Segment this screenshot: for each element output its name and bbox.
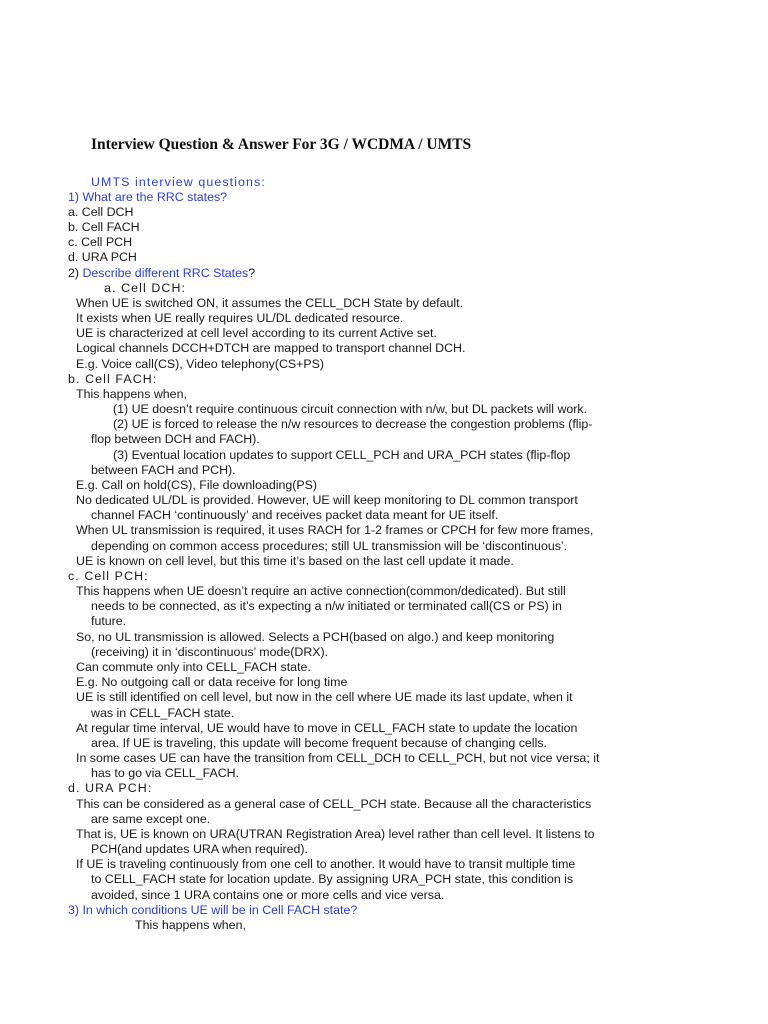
question-highlight: Describe different RRC States: [82, 265, 249, 280]
text-line: future.: [91, 614, 127, 629]
text-line: are same except one.: [91, 811, 211, 826]
text-line: a. Cell DCH: [68, 204, 134, 219]
text-line: In some cases UE can have the transition from CELL_DCH to CELL_PCH, but not vice versa; it: [76, 751, 600, 765]
text-line: (2) UE is forced to release the n/w resources to decrease the congestion problems (flip-: [113, 417, 593, 432]
text-line: No dedicated UL/DL is provided. However, UE will keep monitoring to DL common transport: [76, 493, 578, 508]
text-line: has to go via CELL_FACH.: [91, 766, 240, 781]
text-line: So, no UL transmission is allowed. Selects a PCH(based on algo.) and keep monitoring: [76, 629, 555, 644]
text-line: At regular time interval, UE would have to move in CELL_FACH state to update the location: [76, 720, 578, 735]
text-line: avoided, since 1 URA contains one or more cells and vice versa.: [91, 887, 445, 902]
text-line: UMTS interview questions:: [91, 174, 266, 189]
text-line: (receiving) it in ‘discontinuous’ mode(DRX).: [91, 644, 329, 659]
text-line: When UE is switched ON, it assumes the CELL_DCH State by default.: [76, 295, 464, 310]
text-line: b. Cell FACH:: [68, 371, 158, 386]
text-line: c. Cell PCH: [68, 235, 133, 250]
text-line: Can commute only into CELL_FACH state.: [76, 659, 311, 674]
line-suffix: ?: [248, 265, 256, 280]
text-line: area. If UE is traveling, this update will become frequent because of changing cells.: [91, 735, 547, 750]
text-line: PCH(and updates URA when required).: [91, 842, 308, 856]
text-line: UE is known on cell level, but this time it’s based on the last cell update it made.: [76, 553, 514, 568]
text-line: When UL transmission is required, it uses RACH for 1-2 frames or CPCH for few more frames,: [76, 523, 594, 538]
text-line: 3) In which conditions UE will be in Cell FACH state?: [68, 902, 358, 917]
text-line: d. URA PCH:: [68, 781, 153, 796]
text-line: That is, UE is known on URA(UTRAN Registration Area) level rather than cell level. It listens to: [76, 826, 595, 841]
text-line: to CELL_FACH state for location update. By assigning URA_PCH state, this condition is: [91, 872, 574, 887]
text-line: This happens when,: [76, 386, 187, 401]
text-line: was in CELL_FACH state.: [91, 705, 235, 720]
text-line: depending on common access procedures; still UL transmission will be ‘discontinuous’.: [91, 538, 568, 553]
text-line: b. Cell FACH: [68, 220, 140, 234]
text-line: (3) Eventual location updates to support CELL_PCH and URA_PCH states (flip-flop: [113, 447, 571, 462]
page-title: Interview Question & Answer For 3G / WCDMA / UMTS: [91, 136, 472, 153]
text-line: UE is still identified on cell level, but now in the cell where UE made its last update, when it: [76, 690, 573, 705]
text-line: (1) UE doesn’t require continuous circuit connection with n/w, but DL packets will work.: [113, 402, 588, 417]
text-line: It exists when UE really requires UL/DL dedicated resource.: [76, 311, 404, 325]
text-line: [68, 266, 255, 281]
text-line: UE is characterized at cell level according to its current Active set.: [76, 326, 437, 341]
text-line: 1) What are the RRC states?: [68, 189, 228, 204]
text-line: d. URA PCH: [68, 250, 137, 265]
text-line: Logical channels DCCH+DTCH are mapped to transport channel DCH.: [76, 341, 466, 356]
text-line: E.g. No outgoing call or data receive for long time: [76, 675, 348, 690]
text-line: channel FACH ‘continuously’ and receives packet data meant for UE itself.: [91, 508, 499, 523]
text-line: needs to be connected, as it’s expecting a n/w initiated or terminated call(CS or PS) in: [91, 599, 562, 614]
text-line: This happens when UE doesn’t require an active connection(common/dedicated). But still: [76, 584, 566, 599]
text-line: between FACH and PCH).: [91, 462, 236, 477]
text-line: E.g. Call on hold(CS), File downloading(PS): [76, 477, 318, 492]
text-line: flop between DCH and FACH).: [91, 432, 260, 447]
text-line: This happens when,: [135, 917, 246, 932]
line-prefix: 2): [68, 265, 83, 280]
text-line: c. Cell PCH:: [68, 568, 149, 583]
text-line: a. Cell DCH:: [104, 280, 187, 295]
text-line: E.g. Voice call(CS), Video telephony(CS+PS): [76, 356, 325, 371]
text-line: If UE is traveling continuously from one cell to another. It would have to transit multiple time: [76, 857, 576, 872]
text-line: This can be considered as a general case of CELL_PCH state. Because all the characteristics: [76, 796, 592, 811]
